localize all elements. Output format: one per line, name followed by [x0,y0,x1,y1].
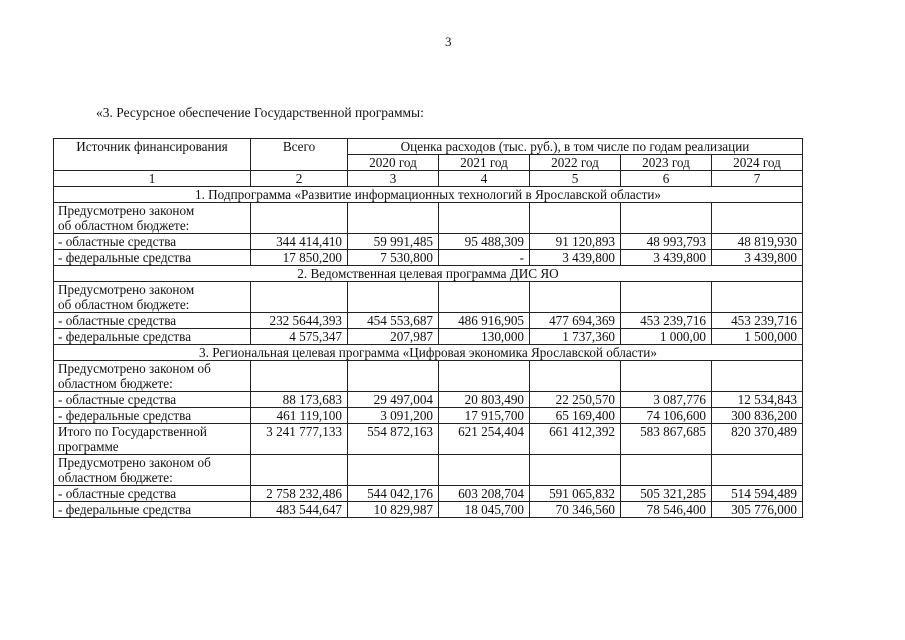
row-label: - областные средства [54,313,251,329]
value-cell: 70 346,560 [530,502,621,518]
value-cell: 344 414,410 [251,234,348,250]
header-row [54,139,803,155]
value-cell: 22 250,570 [530,392,621,408]
value-cell: 91 120,893 [530,234,621,250]
value-cell: 18 045,700 [439,502,530,518]
value-cell: 514 594,489 [712,486,803,502]
value-cell: 1 737,360 [530,329,621,345]
header-year: 2022 год [530,155,621,171]
value-cell: 29 497,004 [348,392,439,408]
value-cell: 232 5644,393 [251,313,348,329]
row-label: - федеральные средства [54,408,251,424]
value-cell: 17 915,700 [439,408,530,424]
budget-label-row [54,203,803,234]
row-label: - областные средства [54,486,251,502]
total-value-cell: 583 867,685 [621,424,712,455]
value-cell: 59 991,485 [348,234,439,250]
value-cell: 453 239,716 [621,313,712,329]
budget-label-row [54,282,803,313]
resource-table [53,138,803,518]
column-number: 6 [621,171,712,187]
column-number: 7 [712,171,803,187]
column-number: 1 [54,171,251,187]
section-heading: «3. Ресурсное обеспечение Государственной программы: [96,105,424,120]
value-cell: 74 106,600 [621,408,712,424]
value-cell: 483 544,647 [251,502,348,518]
value-cell: 3 087,776 [621,392,712,408]
header-year: 2023 год [621,155,712,171]
header-total: Всего [251,139,348,171]
value-cell: 591 065,832 [530,486,621,502]
value-cell: 3 439,800 [621,250,712,266]
value-cell: 7 530,800 [348,250,439,266]
column-number: 5 [530,171,621,187]
value-cell: 3 439,800 [712,250,803,266]
column-numbers-row [54,171,803,187]
empty-cell [530,282,621,313]
empty-cell [348,203,439,234]
empty-cell [251,361,348,392]
value-cell: 3 439,800 [530,250,621,266]
value-cell: 130,000 [439,329,530,345]
header-year: 2020 год [348,155,439,171]
row-label: - областные средства [54,392,251,408]
row-label: - областные средства [54,234,251,250]
empty-cell [530,203,621,234]
total-value-cell: 820 370,489 [712,424,803,455]
empty-cell [348,282,439,313]
row-label: - федеральные средства [54,329,251,345]
empty-cell [621,282,712,313]
total-value-cell: 621 254,404 [439,424,530,455]
empty-cell [712,203,803,234]
section-title: 2. Ведомственная целевая программа ДИС ЯО [54,266,803,282]
budget-label-row [54,455,803,486]
total-value-cell: 3 241 777,133 [251,424,348,455]
section-title-row [54,187,803,203]
budget-label-row [54,361,803,392]
data-row [54,250,803,266]
section-title-row [54,266,803,282]
value-cell: 95 488,309 [439,234,530,250]
section-title: 1. Подпрограмма «Развитие информационных технологий в Ярославской области» [54,187,803,203]
empty-cell [530,361,621,392]
empty-cell [439,282,530,313]
budget-label: Предусмотрено законом об областном бюджете: [54,203,251,234]
column-number: 3 [348,171,439,187]
empty-cell [621,455,712,486]
value-cell: 10 829,987 [348,502,439,518]
value-cell: 453 239,716 [712,313,803,329]
header-year: 2024 год [712,155,803,171]
empty-cell [530,455,621,486]
data-row [54,502,803,518]
data-row [54,329,803,345]
value-cell: 48 993,793 [621,234,712,250]
empty-cell [621,361,712,392]
empty-cell [712,455,803,486]
total-label: Итого по Государственной программе [54,424,251,455]
value-cell: 305 776,000 [712,502,803,518]
column-number: 2 [251,171,348,187]
value-cell: 20 803,490 [439,392,530,408]
value-cell: 1 000,00 [621,329,712,345]
value-cell: 2 758 232,486 [251,486,348,502]
header-estimate: Оценка расходов (тыс. руб.), в том числе по годам реализации [348,139,803,155]
page-number: 3 [445,34,452,49]
data-row [54,486,803,502]
empty-cell [439,361,530,392]
value-cell: 3 091,200 [348,408,439,424]
value-cell: 477 694,369 [530,313,621,329]
value-cell: 544 042,176 [348,486,439,502]
value-cell: 454 553,687 [348,313,439,329]
value-cell: 603 208,704 [439,486,530,502]
empty-cell [621,203,712,234]
value-cell: 88 173,683 [251,392,348,408]
empty-cell [439,203,530,234]
value-cell: 461 119,100 [251,408,348,424]
value-cell: 300 836,200 [712,408,803,424]
value-cell: - [439,250,530,266]
total-value-cell: 554 872,163 [348,424,439,455]
section-title-row [54,345,803,361]
empty-cell [348,361,439,392]
data-row [54,234,803,250]
empty-cell [712,361,803,392]
empty-cell [251,203,348,234]
value-cell: 17 850,200 [251,250,348,266]
budget-label: Предусмотрено законом об областном бюджете: [54,282,251,313]
value-cell: 4 575,347 [251,329,348,345]
budget-label: Предусмотрено законом об областном бюджете: [54,361,251,392]
empty-cell [439,455,530,486]
value-cell: 78 546,400 [621,502,712,518]
value-cell: 486 916,905 [439,313,530,329]
header-year: 2021 год [439,155,530,171]
data-row [54,313,803,329]
value-cell: 505 321,285 [621,486,712,502]
budget-label: Предусмотрено законом об областном бюджете: [54,455,251,486]
value-cell: 207,987 [348,329,439,345]
value-cell: 1 500,000 [712,329,803,345]
section-title: 3. Региональная целевая программа «Цифровая экономика Ярославской области» [54,345,803,361]
value-cell: 65 169,400 [530,408,621,424]
empty-cell [712,282,803,313]
empty-cell [251,282,348,313]
empty-cell [348,455,439,486]
header-source: Источник финансирования [54,139,251,171]
data-row [54,392,803,408]
total-value-cell: 661 412,392 [530,424,621,455]
total-row [54,424,803,455]
data-row [54,408,803,424]
row-label: - федеральные средства [54,502,251,518]
row-label: - федеральные средства [54,250,251,266]
column-number: 4 [439,171,530,187]
value-cell: 12 534,843 [712,392,803,408]
empty-cell [251,455,348,486]
value-cell: 48 819,930 [712,234,803,250]
